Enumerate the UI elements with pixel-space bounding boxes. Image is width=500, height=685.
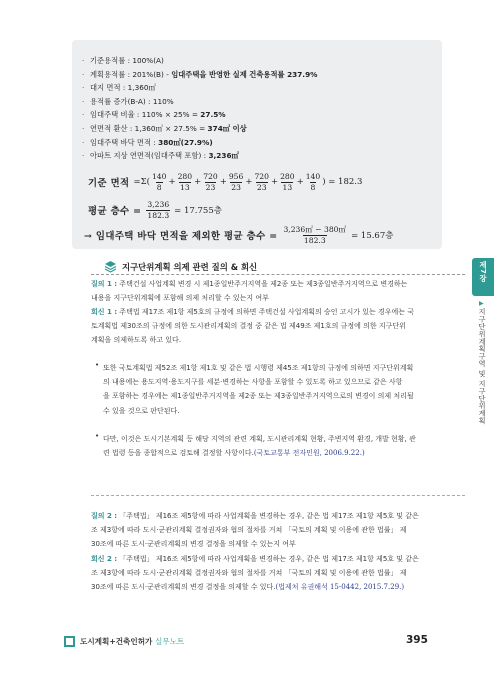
bullet-mark: • (95, 432, 100, 440)
formula-label: 기준 면적 (88, 178, 130, 189)
formula-prefix: =Σ( (133, 177, 150, 187)
fraction: $\frac{140}{8}$ (151, 171, 167, 192)
calc-item: · 대지 면적 : 1,360㎡ (82, 83, 156, 93)
formula-result: ) = 182.3 (322, 177, 363, 187)
answer-label: 회신 2 : (91, 555, 118, 563)
fraction: $\frac{3,236㎡ - 380㎡}{182.3}$ (283, 224, 347, 245)
formula-label: → 임대주택 바닥 면적을 제외한 평균 층수 = (84, 231, 278, 242)
question-2: 질의 2 : 「주택법」 제16조 제5항에 따라 사업계획을 변경하는 경우, 같은 법 제17조 제1항 제5호 및 같은 조 제3항에 따라 도시·군관리계획 결정권자와 협의 절차를 거쳐 「국토의 계획 및 이용에 관한 법률」 제 30조에 따른 도시·군관리계획의 변경 결정을 의제할 수 있는지 여부 (91, 512, 419, 549)
answer-1: 회신 1 : 주택법 제17조 제1항 제5호의 규정에 의하면 주택건설 사업계획의 승인 고시가 있는 경우에는 국 토계획법 제30조의 규정에 의한 도시관리계획의 결정 중 같은 법 제49조 제1호의 규정에 의한 지구단위 계획을 의제하도록 하고 있다. (91, 308, 415, 345)
formula-result: = 15.67층 (351, 231, 394, 241)
calc-item: · 기준용적률 : 100%(A) (82, 56, 164, 65)
formula-result: = 17.755층 (174, 206, 222, 216)
book-title: 도시계획+건축인허가 실무노트 (80, 637, 185, 646)
question-1: 질의 1 : 주택건설 사업계획 변경 시 제1종일반주거지역을 제2종 또는 제3종일반주거지역으로 변경하는 내용을 지구단위계획에 포함해 의제 처리할 수 있는지 여부 (91, 280, 408, 303)
section-title: 지구단위계획 의제 관련 질의 & 회신 (122, 262, 258, 272)
fraction: $\frac{280}{13}$ (177, 171, 193, 192)
fraction: $\frac{3,236}{182.3}$ (147, 199, 170, 220)
answer-label: 회신 1 : (91, 308, 118, 316)
calc-item: · 임대주택 비율 : 110% × 25% = 27.5% (82, 110, 226, 120)
qa-divider (91, 495, 465, 496)
fraction: $\frac{720}{23}$ (254, 171, 269, 192)
calc-item: · 계획용적률 : 201%(B) - 임대주택을 반영한 실제 건축용적률 237.9% (82, 69, 318, 79)
answer-2: 회신 2 : 「주택법」 제16조 제5항에 따라 사업계획을 변경하는 경우, 같은 법 제17조 제1항 제5호 및 같은 조 제3항에 따라 도시·군관리계획 결정권자와 협의 절차를 거쳐 「국토의 계획 및 이용에 관한 법률」 제 30조에 따른 도시·군관리계획의 변경 결정을 의제할 수 있다.(법제처 유권해석 15-0442, 2015.7.29.) (91, 555, 419, 592)
page-number: 395 (406, 634, 428, 646)
source-citation: (법제처 유권해석 15-0442, 2015.7.29.) (275, 583, 405, 592)
source-citation: (국토교통부 전자민원, 2006.9.22.) (253, 449, 365, 458)
fraction: $\frac{720}{23}$ (203, 171, 218, 192)
calc-item: · 용적률 증가(B-A) : 110% (82, 96, 174, 106)
layers-icon (104, 260, 117, 273)
fraction: $\frac{280}{13}$ (280, 171, 295, 192)
formula-floors-excluding-rental (84, 222, 393, 248)
chapter-title: 지구단위계획구역 및 지구단위계획 (478, 308, 487, 425)
formula-base-area: 기준 면적 =Σ( $\frac{140}{8}$ + $\frac{280}{13}$ + $\frac{720}{23}$ + $\frac{956}{23}$ + $\frac{720}{23}$ + $\frac{280}{13}$ + $\frac{140}{8}$ ) = 182.3 (88, 171, 363, 192)
calc-item: · 아파트 지상 연면적(임대주택 포함) : 3,236㎡ (82, 151, 239, 161)
calculation-list (82, 54, 432, 163)
question-label: 질의 2 : (91, 512, 118, 520)
answer-1-bullet-1: 또한 국토계획법 제52조 제1항 제1호 및 같은 법 시행령 제45조 제1항의 규정에 의하면 지구단위계획 의 내용에는 용도지역·용도지구를 세분·변경하는 사항을 포함할 수 있도록 하고 있으므로 같은 사항 을 포함하는 경우에는 제1종일반주거지역을 제2종 또는 제3종일반주거지역으로의 변경이 의제 처리될 수 있을 것으로 판단된다. (103, 364, 414, 415)
square-outline-icon (64, 636, 75, 647)
section-divider (91, 274, 465, 275)
chapter-arrow-icon: ▶ (479, 300, 484, 307)
bullet-mark: • (95, 361, 100, 369)
formula-average-floors (88, 197, 222, 223)
answer-1-bullet-2: 다만, 이것은 도시기본계획 등 해당 지역의 관련 계획, 도시관리계획 현황, 주변지역 환경, 개발 현황, 관 련 법령 등을 종합적으로 검토해 결정할 사항이다.(국토교통부 전자민원, 2006.9.22.) (103, 435, 416, 458)
formula-label: 평균 층수 = (88, 206, 142, 217)
calc-item: · 연면적 환산 : 1,360㎡ × 27.5% = 374㎡ 이상 (82, 123, 247, 133)
question-label: 질의 1 : (91, 280, 118, 288)
fraction: $\frac{956}{23}$ (228, 171, 244, 192)
fraction: $\frac{140}{8}$ (305, 171, 321, 192)
calc-item: · 임대주택 바닥 면적 : 380㎡(27.9%) (82, 137, 213, 147)
chapter-number: 제7장 (479, 261, 488, 283)
